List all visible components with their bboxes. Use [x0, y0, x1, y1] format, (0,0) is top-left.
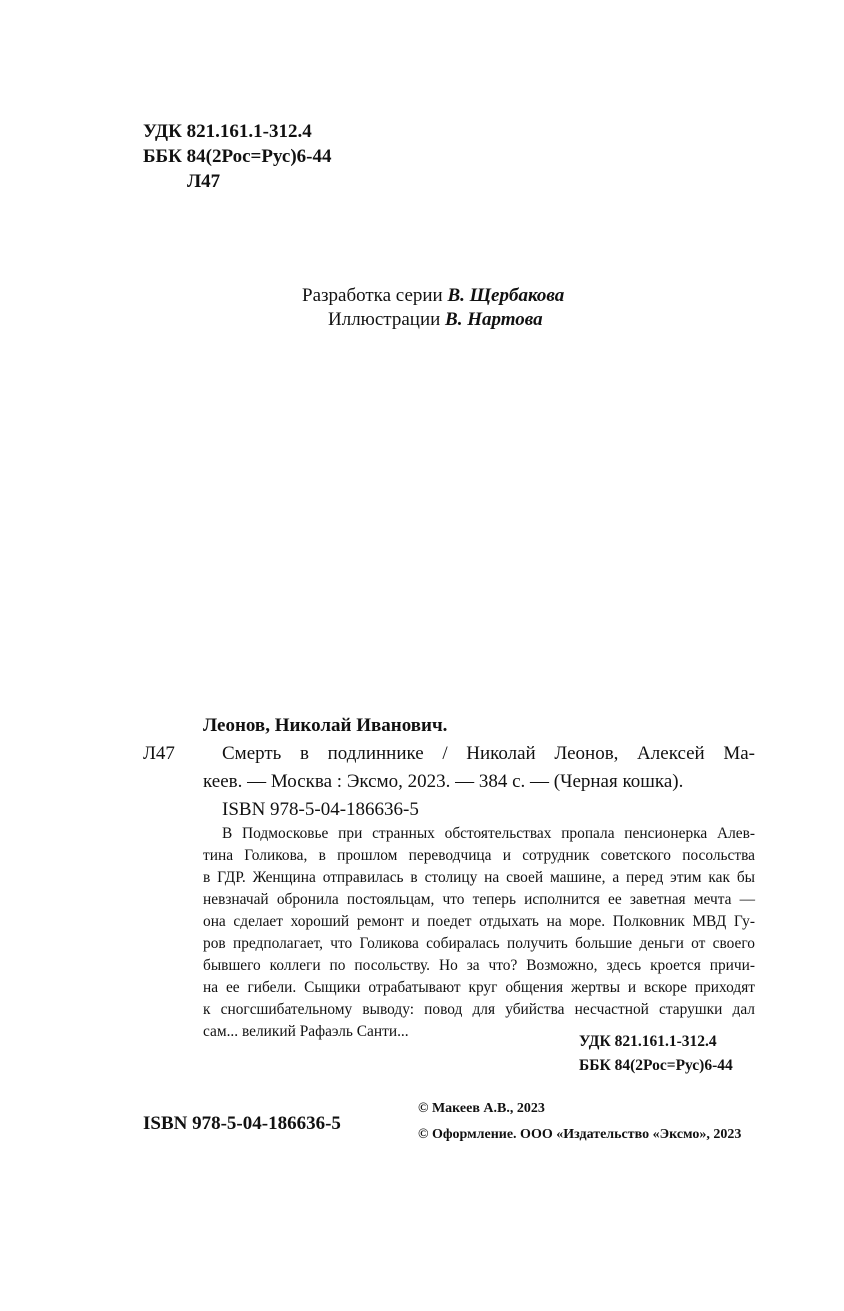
annotation-line: бывшего коллеги по посольству. Но за что? Возможно, здесь кроется причи-	[203, 957, 755, 974]
illustrations-credit-label: Иллюстрации	[328, 309, 441, 330]
bib-isbn: ISBN 978-5-04-186636-5	[222, 799, 419, 820]
series-credit-label: Разработка серии	[302, 285, 443, 306]
annotation-line: на ее гибели. Сыщики отрабатывают круг общения жертвы и вскоре приходят	[203, 979, 755, 996]
illustrations-credit-name: В. Нартова	[445, 309, 543, 330]
bib-title-line-2: кеев. — Москва : Эксмо, 2023. — 384 с. — (Черная кошка).	[203, 771, 684, 792]
bottom-bbk-code: ББК 84(2Рос=Рус)6-44	[579, 1057, 733, 1074]
annotation-line: к сногсшибательному выводу: повод для убийства несчастной старушки дал	[203, 1001, 755, 1018]
copyright-design: © Оформление. ООО «Издательство «Эксмо», 2023	[418, 1127, 742, 1142]
book-author: Леонов, Николай Иванович.	[203, 715, 448, 736]
copyright-author: © Макеев А.В., 2023	[418, 1101, 545, 1116]
series-credit	[302, 283, 564, 308]
bottom-isbn: ISBN 978-5-04-186636-5	[143, 1113, 341, 1134]
annotation-line: в ГДР. Женщина отправилась в столицу на своей машине, а перед этим как бы	[203, 869, 755, 886]
udk-code: УДК 821.161.1-312.4	[143, 121, 312, 142]
annotation	[203, 823, 755, 1043]
annotation-line: тина Голикова, в прошлом переводчица и сотрудник советского посольства	[203, 847, 755, 864]
author-mark: Л47	[187, 171, 221, 192]
illustrations-credit	[328, 307, 543, 332]
bib-author-mark: Л47	[143, 743, 175, 764]
annotation-line: невзначай обронила постояльцам, что теперь исполнится ее заветная мечта —	[203, 891, 755, 908]
bbk-code: ББК 84(2Рос=Рус)6-44	[143, 146, 332, 167]
series-credit-name: В. Щербакова	[447, 285, 565, 306]
bib-title-line-1: Смерть в подлиннике / Николай Леонов, Алексей Ма-	[222, 743, 755, 764]
annotation-line: сам... великий Рафаэль Санти...	[203, 1023, 409, 1040]
annotation-line: В Подмосковье при странных обстоятельствах пропала пенсионерка Алев-	[222, 825, 755, 842]
annotation-line: она сделает хороший ремонт и поедет отдыхать на море. Полковник МВД Гу-	[203, 913, 755, 930]
bottom-udk-code: УДК 821.161.1-312.4	[579, 1033, 717, 1050]
annotation-line: ров предполагает, что Голикова собиралась получить большие деньги от своего	[203, 935, 755, 952]
